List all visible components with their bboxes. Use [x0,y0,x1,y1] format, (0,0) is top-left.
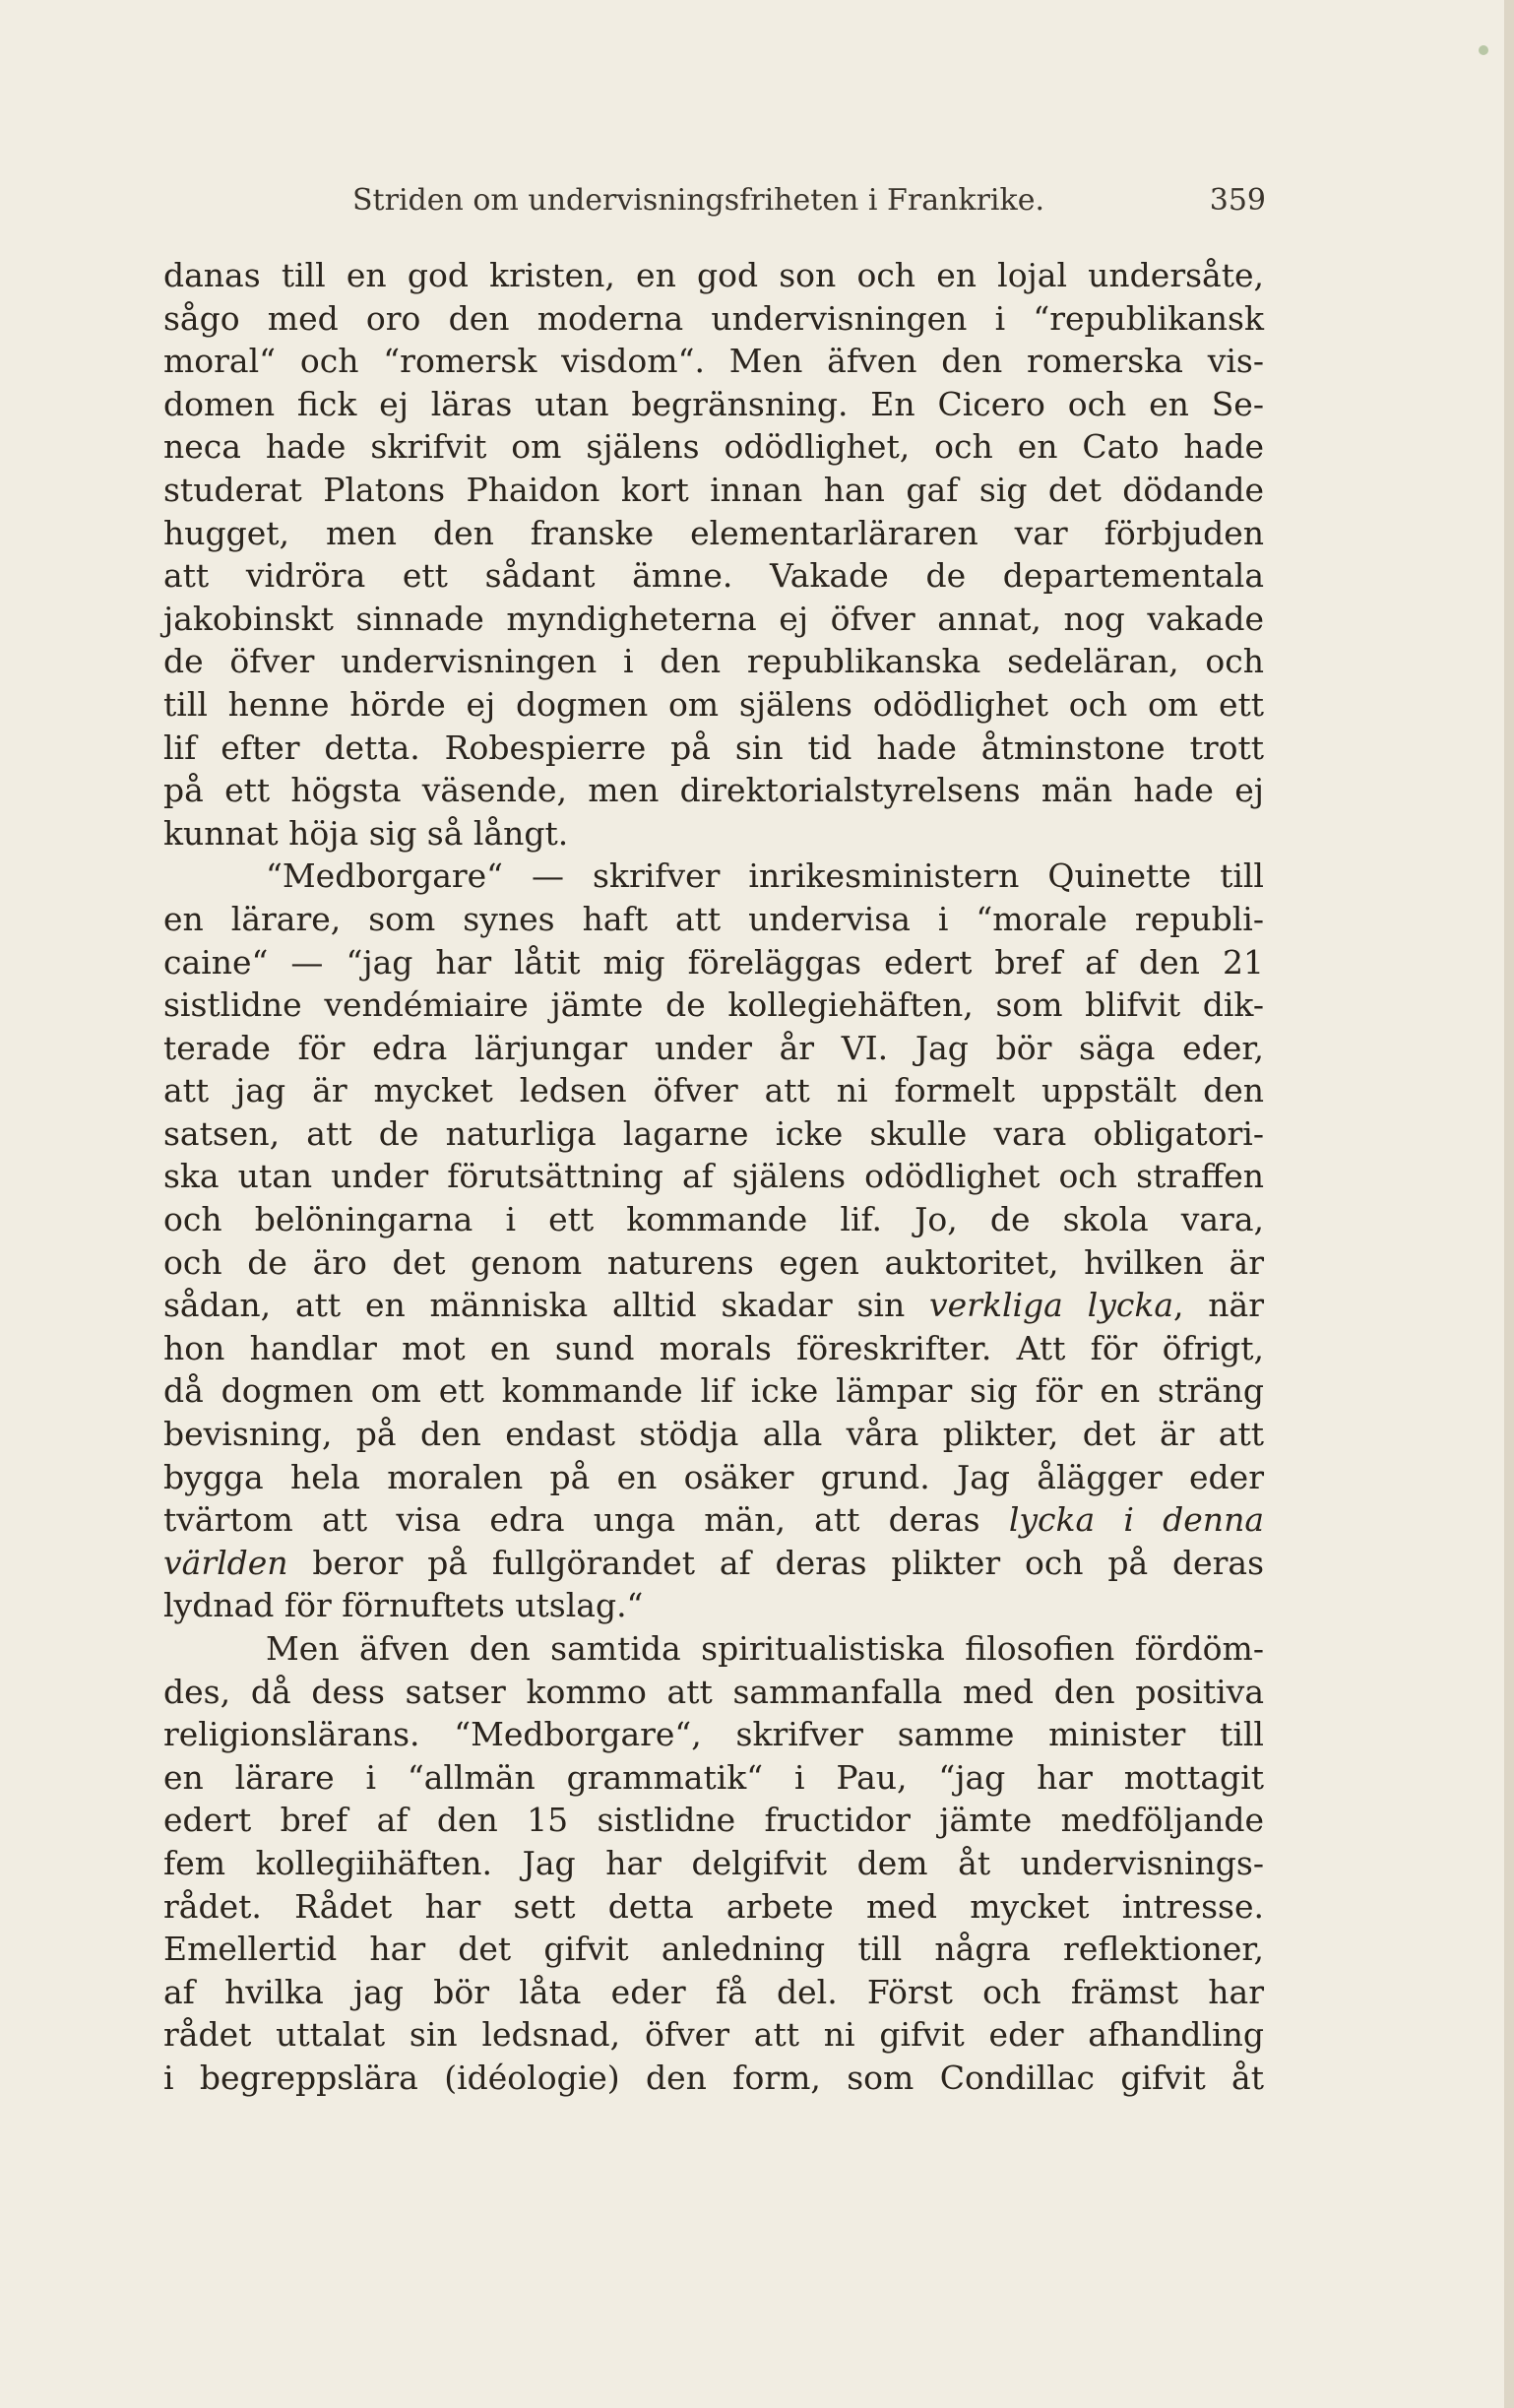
text-line: Emellertid har det gifvit anledning till några reflektioner, [163,1930,1264,1969]
text-line: terade för edra lärjungar under år VI. Jag bör säga eder, [163,1028,1264,1067]
text-line: tvärtom att visa edra unga män, att deras lycka i denna [163,1500,1264,1540]
running-title: Striden om undervisningsfriheten i Frankrike. [352,183,1044,218]
text-line: ska utan under förutsättning af själens odödlighet och straffen [163,1157,1264,1196]
text-line: lydnad för förnuftets utslag.“ [163,1586,644,1625]
text-line: världen beror på fullgörandet af deras plikter och på deras [163,1543,1264,1582]
text-line: neca hade skrifvit om själens odödlighet, och en Cato hade [163,427,1264,467]
text-line: till henne hörde ej dogmen om själens odödlighet och om ett [163,684,1264,724]
text-line: att vidröra ett sådant ämne. Vakade de departementala [163,556,1264,596]
text-line: caine“ — “jag har låtit mig föreläggas edert bref af den 21 [163,942,1264,982]
text-line: rådet uttalat sin ledsnad, öfver att ni gifvit eder afhandling [163,2015,1264,2055]
body-text [163,254,1264,2100]
text-line: i begreppslära (idéologie) den form, som Condillac gifvit åt [163,2058,1264,2097]
text-line: hon handlar mot en sund morals föreskrifter. Att för öfrigt, [163,1328,1264,1367]
text-line: fem kollegiihäften. Jag har delgifvit dem åt undervisnings- [163,1843,1264,1882]
text-line: då dogmen om ett kommande lif icke lämpar sig för en sträng [163,1371,1264,1411]
text-line: en lärare, som synes haft att undervisa i “morale republi- [163,899,1264,938]
text-line: edert bref af den 15 sistlidne fructidor jämte medföljande [163,1801,1264,1840]
text-line: rådet. Rådet har sett detta arbete med mycket intresse. [163,1886,1264,1926]
text-line: danas till en god kristen, en god son och en lojal undersåte, [163,256,1264,294]
text-line: bygga hela moralen på en osäker grund. Jag ålägger eder [163,1457,1264,1496]
text-line: religionslärans. “Medborgare“, skrifver samme minister till [163,1715,1264,1754]
text-line: och de äro det genom naturens egen auktoritet, hvilken är [163,1242,1264,1282]
text-line: domen fick ej läras utan begränsning. En Cicero och en Se- [163,384,1264,423]
text-line: en lärare i “allmän grammatik“ i Pau, “jag har mottagit [163,1757,1264,1797]
text-line: de öfver undervisningen i den republikanska sedeläran, och [163,642,1264,681]
text-line: lif efter detta. Robespierre på sin tid hade åtminstone trott [163,728,1264,767]
paper-speck [1479,45,1488,55]
text-line: “Medborgare“ — skrifver inrikesministern Quinette till [266,856,1264,896]
page-number: 359 [1209,183,1266,218]
text-line: sågo med oro den moderna undervisningen i “republikansk [163,298,1264,338]
text-line: hugget, men den franske elementarläraren var förbjuden [163,513,1264,552]
text-line: och belöningarna i ett kommande lif. Jo, de skola vara, [163,1200,1264,1239]
text-line: satsen, att de naturliga lagarne icke skulle vara obligatori- [163,1113,1264,1153]
text-line: bevisning, på den endast stödja alla våra plikter, det är att [163,1415,1264,1454]
text-line: studerat Platons Phaidon kort innan han gaf sig det dödande [163,470,1264,509]
text-line: moral“ och “romersk visdom“. Men äfven den romerska vis- [163,342,1264,381]
text-line: af hvilka jag bör låta eder få del. Först och främst har [163,1972,1264,2011]
text-line: des, då dess satser kommo att sammanfalla med den positiva [163,1672,1264,1711]
text-line: att jag är mycket ledsen öfver att ni formelt uppstält den [163,1071,1264,1110]
text-line: sistlidne vendémiaire jämte de kollegiehäften, som blifvit dik- [163,985,1264,1025]
text-line: sådan, att en människa alltid skadar sin verkliga lycka, när [163,1286,1264,1325]
text-line: jakobinskt sinnade myndigheterna ej öfver annat, nog vakade [163,599,1264,638]
text-line: Men äfven den samtida spiritualistiska filosofien fördöm- [266,1629,1264,1668]
text-line: på ett högsta väsende, men direktorialstyrelsens män hade ej [163,771,1264,810]
text-line: kunnat höja sig så långt. [163,813,569,853]
